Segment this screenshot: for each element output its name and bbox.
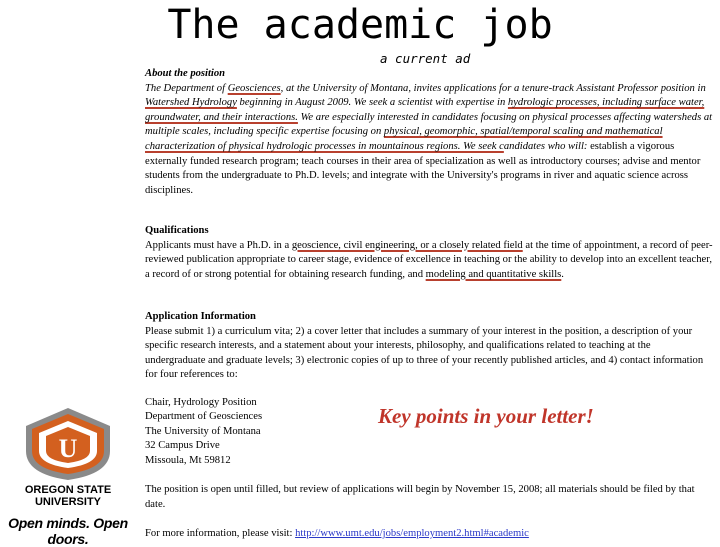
about-heading: About the position	[145, 68, 226, 79]
osu-line-2: UNIVERSITY	[34, 496, 101, 508]
qual-highlight-1: geoscience, civil engineering, or a closely related field	[291, 239, 523, 251]
about-section	[145, 67, 715, 198]
more-info-label: For more information, please visit:	[145, 528, 296, 539]
application-heading: Application Information	[145, 311, 256, 322]
subtitle: a current ad	[380, 51, 471, 66]
about-highlight-4: physical, geomorphic, spatial/temporal scaling and mathematical characterization of physical hydrologic processes in mountainous regions. We seek c	[145, 126, 663, 152]
qual-highlight-2: modeling and quantitative skills	[425, 268, 562, 280]
qualifications-section	[145, 224, 715, 282]
qualifications-heading: Qualifications	[145, 225, 209, 236]
about-text-2: , at the University of Montana, invites applications for a tenure-track Assistant Professor position in	[280, 82, 706, 94]
about-text-4: We are especially interested in candidates focusing on physical processes affecting watersheds at multiple scales, including specific expertise focusing on	[145, 111, 713, 138]
address-line: The University of Montana	[145, 425, 261, 437]
osu-wordmark	[13, 484, 123, 508]
about-text-5: andidates who will:	[503, 140, 591, 152]
application-body: Please submit 1) a curriculum vita; 2) a cover letter that includes a summary of your interest in the position, a description of your specific research interests, and a statement about your interests, philosophy, and qualifications related to teaching at the undergraduate and graduate levels; 3) electronic copies of up to three of your recently published articles, and 4) contact information for four references to:	[145, 325, 704, 381]
address-line: Chair, Hydrology Position	[145, 397, 257, 408]
about-text-3: beginning in August 2009. We seek a scientist with expertise in	[236, 97, 508, 109]
osu-line-1: OREGON STATE	[24, 484, 112, 496]
qual-text-3: .	[561, 268, 564, 280]
address-line: Department of Geosciences	[145, 411, 263, 423]
callout-key-points: Key points in your letter!	[378, 404, 594, 428]
svg-text:U: U	[58, 434, 78, 463]
about-highlight-3: hydrologic processes, including surface water, groundwater, and their interactions.	[145, 97, 705, 123]
open-until-filled-text: The position is open until filled, but review of applications will begin by November 15, 2008; all materials should be filed by that date.	[145, 484, 695, 510]
about-highlight-1: Geosciences	[227, 82, 281, 94]
more-info	[145, 527, 713, 542]
osu-logo-icon	[18, 406, 118, 481]
address-line: 32 Campus Drive	[145, 440, 220, 452]
qual-text-2: at the time of appointment, a record of peer-reviewed publication appropriate to career stage, evidence of excellence in teaching or the ability to develop into an excellent teacher, a record of or strong potential for obtaining research funding, and	[145, 239, 713, 280]
osu-slogan: Open minds. Open doors.	[8, 515, 128, 547]
address-line: Missoula, Mt 59812	[145, 454, 231, 466]
about-text-6: establish a vigorous externally funded research program; teach courses in their area of specialization as well as introductory courses; advise and mentor students from the undergraduate to Ph.D. levels; and integrate with the University's programs in river and aquatic science across disciplines.	[145, 140, 701, 196]
page-title: The academic job	[167, 2, 553, 48]
about-highlight-2: Watershed Hydrology	[145, 97, 237, 109]
application-section	[145, 310, 705, 383]
about-text-1: The Department of	[145, 82, 228, 94]
job-url-link[interactable]: http://www.umt.edu/jobs/employment2.html#academic	[295, 528, 529, 539]
address-block	[145, 396, 365, 468]
qual-text-1: Applicants must have a Ph.D. in a	[145, 239, 292, 251]
